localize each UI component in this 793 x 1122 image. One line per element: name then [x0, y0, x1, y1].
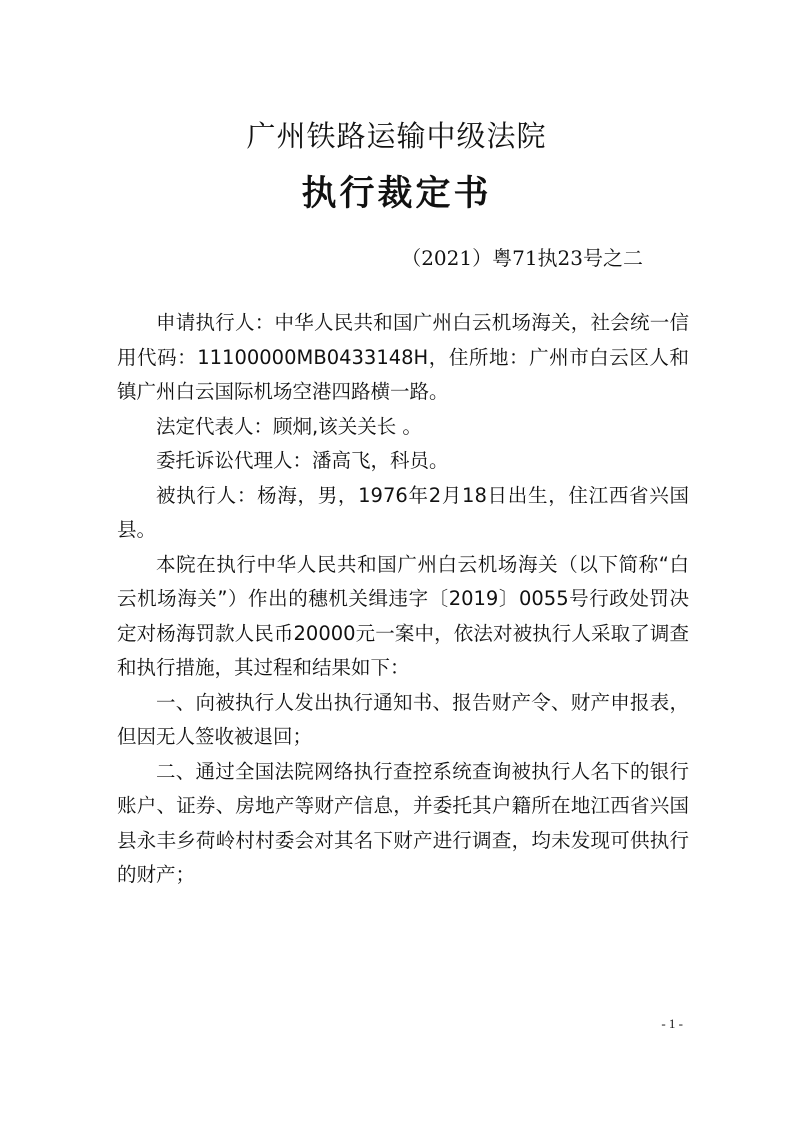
paragraph-legal-representative: 法定代表人：顾炯,该关关长 。	[156, 414, 422, 438]
court-name: 广州铁路运输中级法院	[246, 119, 547, 153]
paragraph-case-summary: 本院在执行中华人民共和国广州白云机场海关（以下简称“白云机场海关”）作出的穗机关缉违字〔2019〕0055号行政处罚决定对杨海罚款人民币20000元一案中，依法对被执行人采取了调查和执行措施，其过程和结果如下：	[117, 552, 689, 679]
page-number: - 1 -	[661, 1016, 683, 1031]
document-body	[117, 306, 689, 893]
case-number: （2021）粤71执23号之二	[401, 246, 643, 270]
paragraph-measure-2: 二、通过全国法院网络执行查控系统查询被执行人名下的银行账户、证券、房地产等财产信息，并委托其户籍所在地江西省兴国县永丰乡荷岭村村委会对其名下财产进行调查，均未发现可供执行的财产；	[117, 759, 689, 886]
document-title: 执行裁定书	[301, 174, 492, 214]
paragraph-measure-1: 一、向被执行人发出执行通知书、报告财产令、财产申报表，但因无人签收被退回；	[117, 690, 689, 748]
paragraph-agent: 委托诉讼代理人：潘高飞，科员。	[156, 449, 449, 472]
paragraph-respondent: 被执行人：杨海，男，1976年2月18日出生，住江西省兴国县。	[117, 483, 689, 541]
paragraph-applicant: 申请执行人：中华人民共和国广州白云机场海关，社会统一信用代码：11100000MB0433148H，住所地：广州市白云区人和镇广州白云国际机场空港四路横一路。	[117, 311, 689, 403]
